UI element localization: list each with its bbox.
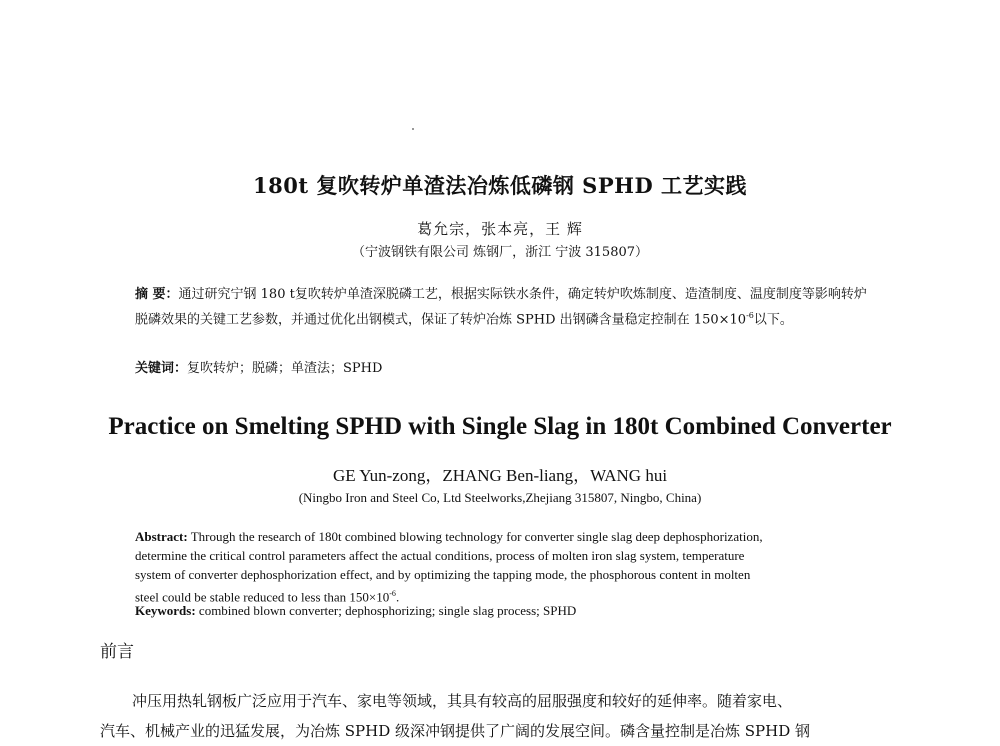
english-affiliation: (Ningbo Iron and Steel Co, Ltd Steelworks,Zhejiang 315807, Ningbo, China) <box>298 490 702 505</box>
english-abstract-end: . <box>395 589 400 605</box>
chinese-abstract-tail: 以下。 <box>753 312 793 328</box>
english-abstract-exponent: -6 <box>389 589 396 598</box>
english-abstract-line <box>135 527 870 546</box>
english-title: Practice on Smelting SPHD with Single Slag in 180t Combined Converter <box>108 413 892 440</box>
english-abstract-text-1: Through the research of 180t combined blowing technology for converter single slag deep dephosphorization, <box>187 529 763 544</box>
english-keywords-text: combined blown converter; dephosphorizing; single slag process; SPHD <box>195 603 577 618</box>
chinese-keywords-text: 复吹转炉；脱磷；单渣法；SPHD <box>187 361 383 376</box>
english-abstract-text-2: determine the critical control parameters affect the actual conditions, process of molten iron slag system, temperature <box>135 548 745 563</box>
chinese-authors: 葛允宗，张本亮，王 辉 <box>417 220 583 238</box>
english-authors: GE Yun-zong，ZHANG Ben-liang，WANG hui <box>332 466 668 485</box>
paragraph-line-1: 冲压用热轧钢板广泛应用于汽车、家电等领域，其具有较高的屈服强度和较好的延伸率。随着家电、 <box>132 692 793 710</box>
english-abstract-text-3: system of converter dephosphorization effect, and by optimizing the tapping mode, the phosphorous content in molten <box>135 567 751 582</box>
section-heading: 前言 <box>100 642 134 662</box>
chinese-keywords-label: 关键词： <box>135 361 188 376</box>
paragraph-line-2: 汽车、机械产业的迅猛发展，为冶炼 SPHD 级深冲钢提供了广阔的发展空间。磷含量控制是冶炼 SPHD 钢 <box>100 722 811 740</box>
english-abstract-label: Abstract: <box>135 529 188 544</box>
body-paragraph <box>100 686 900 746</box>
chinese-abstract-label: 摘 要： <box>135 287 179 302</box>
english-abstract <box>135 527 870 606</box>
english-keywords-label: Keywords: <box>135 603 196 618</box>
chinese-title: 180t 复吹转炉单渣法冶炼低磷钢 SPHD 工艺实践 <box>253 173 747 198</box>
chinese-abstract <box>135 284 870 330</box>
chinese-affiliation: （宁波钢铁有限公司 炼钢厂，浙江 宁波 315807） <box>351 245 649 260</box>
chinese-abstract-text: 通过研究宁钢 180 t复吹转炉单渣深脱磷工艺，根据实际铁水条件，确定转炉吹炼制度、造渣制度、温度制度等影响转炉脱磷效果的关键工艺参数，并通过优化出钢模式，保证了转炉冶炼 SPHD 出钢磷含量稳定控制在 150×10 <box>135 287 867 328</box>
english-keywords <box>135 603 576 619</box>
scan-speck <box>412 128 414 130</box>
chinese-keywords <box>135 357 382 376</box>
chinese-abstract-exponent: -6 <box>746 311 754 320</box>
english-abstract-text-4: steel could be stable reduced to less than 150×10 <box>135 589 390 605</box>
